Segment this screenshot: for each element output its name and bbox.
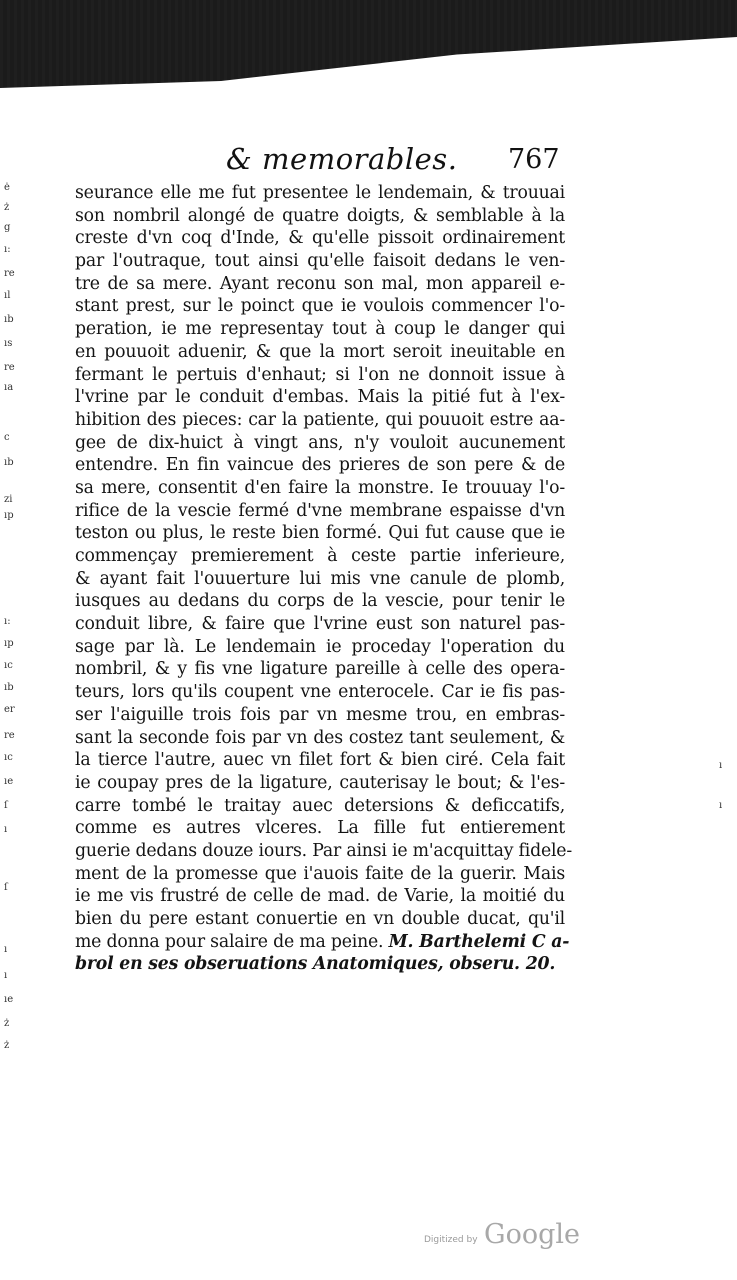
margin-mark: re — [4, 362, 15, 373]
margin-mark: ıe — [4, 776, 14, 787]
right-margin-bleedthrough — [717, 760, 733, 820]
text-line: nombril, & y fis vne ligature pareille à celle des opera- — [75, 659, 565, 680]
text-line: rifice de la vescie fermé d'vne membrane espaisse d'vn — [75, 500, 565, 521]
margin-mark: ż — [4, 1018, 10, 1029]
margin-mark: ı — [4, 970, 8, 981]
margin-mark: ı — [719, 800, 723, 811]
text-line: la tierce l'autre, auec vn filet fort & bien ciré. Cela fait — [75, 750, 565, 771]
text-line: sage par là. Le lendemain ie proceday l'operation du — [75, 636, 565, 657]
text-line: stant prest, sur le poinct que ie voulois commencer l'o- — [75, 296, 565, 317]
citation-line — [75, 953, 565, 976]
margin-mark: ı — [719, 760, 723, 771]
left-margin-bleedthrough — [0, 182, 28, 1062]
text-line: son nombril alongé de quatre doigts, & semblable à la — [75, 205, 565, 226]
text-line: guerie dedans douze iours. Par ainsi ie m'acquittay fidele- — [75, 840, 572, 861]
text-line: ment de la promesse que i'auois faite de la guerir. Mais — [75, 863, 565, 884]
text-line: teurs, lors qu'ils coupent vne enterocele. Car ie fis pas- — [75, 682, 565, 703]
text-line: iusques au dedans du corps de la vescie, pour tenir le — [75, 591, 565, 612]
scan-shadow-band — [0, 0, 737, 88]
text-line: l'vrine par le conduit d'embas. Mais la pitié fut à l'ex- — [75, 387, 565, 408]
margin-mark: ıa — [4, 382, 14, 393]
citation-text: brol en ses obseruations Anatomiques, obseru. 20. — [75, 954, 556, 975]
margin-mark: ıb — [4, 457, 14, 468]
text-line: carre tombé le traitay auec detersions & deficcatifs, — [75, 795, 565, 816]
text-line-final — [75, 931, 570, 954]
running-title: & memorables. — [226, 142, 458, 176]
text-line: tre de sa mere. Ayant reconu son mal, mon appareil e- — [75, 273, 565, 294]
text-line: par l'outraque, tout ainsi qu'elle faisoit dedans le ven- — [75, 251, 565, 272]
digitized-label: Digitized by — [424, 1235, 478, 1245]
text-line: hibition des pieces: car la patiente, qui pouuoit estre aa- — [75, 409, 565, 430]
margin-mark: ı — [4, 944, 8, 955]
margin-mark: ı: — [4, 616, 11, 627]
margin-mark: re — [4, 268, 15, 279]
margin-mark: ı: — [4, 244, 11, 255]
margin-mark: g — [4, 222, 11, 233]
text-line: ie me vis frustré de celle de mad. de Varie, la moitié du — [75, 886, 565, 907]
margin-mark: ſ — [4, 800, 8, 811]
margin-mark: ſ — [4, 882, 8, 893]
text-line: bien du pere estant conuertie en vn double ducat, qu'il — [75, 909, 565, 929]
text-line: peration, ie me representay tout à coup le danger qui — [75, 319, 565, 340]
text-line: sant la seconde fois par vn des costez tant seulement, & — [75, 727, 565, 748]
margin-mark: ı — [4, 824, 8, 835]
google-logo: Google — [484, 1219, 580, 1250]
margin-mark: ż — [4, 1040, 10, 1051]
text-line: sa mere, consentit d'en faire la monstre. Ie trouuay l'o- — [75, 477, 565, 498]
margin-mark: ıe — [4, 994, 14, 1005]
text-line: seurance elle me fut presentee le lendemain, & trouuai — [75, 183, 565, 203]
text-line: commençay premierement à ceste partie inferieure, — [75, 546, 565, 566]
text-line: comme es autres vlceres. La fille fut entierement — [75, 818, 565, 839]
body-text — [75, 182, 572, 976]
text-line: gee de dix-huict à vingt ans, n'y vouloit aucunement — [75, 432, 565, 453]
digitized-watermark — [424, 1219, 584, 1255]
margin-mark: ıc — [4, 752, 13, 763]
text-line: conduit libre, & faire que l'vrine eust son naturel pas- — [75, 614, 565, 635]
text-line: entendre. En fin vaincue des prieres de son pere & de — [75, 455, 565, 476]
margin-mark: ė — [4, 182, 10, 193]
margin-mark: er — [4, 704, 15, 715]
margin-mark: re — [4, 730, 15, 741]
running-header — [0, 142, 737, 178]
margin-mark: ż — [4, 202, 10, 213]
final-sentence: me donna pour salaire de ma peine. — [75, 931, 384, 952]
margin-mark: ıc — [4, 660, 13, 671]
text-line: & ayant fait l'ouuerture lui mis vne canule de plomb, — [75, 568, 565, 589]
margin-mark: ıs — [4, 338, 13, 349]
margin-mark: ıb — [4, 682, 14, 693]
margin-mark: ıp — [4, 510, 14, 521]
text-line: ser l'aiguille trois fois par vn mesme trou, en embras- — [75, 704, 565, 725]
text-line: creste d'vn coq d'Inde, & qu'elle pissoit ordinairement — [75, 228, 565, 249]
margin-mark: c — [4, 432, 10, 443]
margin-mark: ıl — [4, 290, 11, 301]
text-line: fermant le pertuis d'enhaut; si l'on ne donnoit issue à — [75, 364, 565, 385]
page-number: 767 — [508, 144, 560, 175]
margin-mark: zi — [4, 494, 13, 505]
text-line: en pouuoit aduenir, & que la mort seroit ineuitable en — [75, 341, 565, 362]
citation-start: M. Barthelemi C a- — [388, 931, 570, 952]
margin-mark: ıb — [4, 314, 14, 325]
text-line: ie coupay pres de la ligature, cauterisay le bout; & l'es- — [75, 772, 565, 793]
text-line: teston ou plus, le reste bien formé. Qui fut cause que ie — [75, 523, 565, 544]
margin-mark: ıp — [4, 638, 14, 649]
